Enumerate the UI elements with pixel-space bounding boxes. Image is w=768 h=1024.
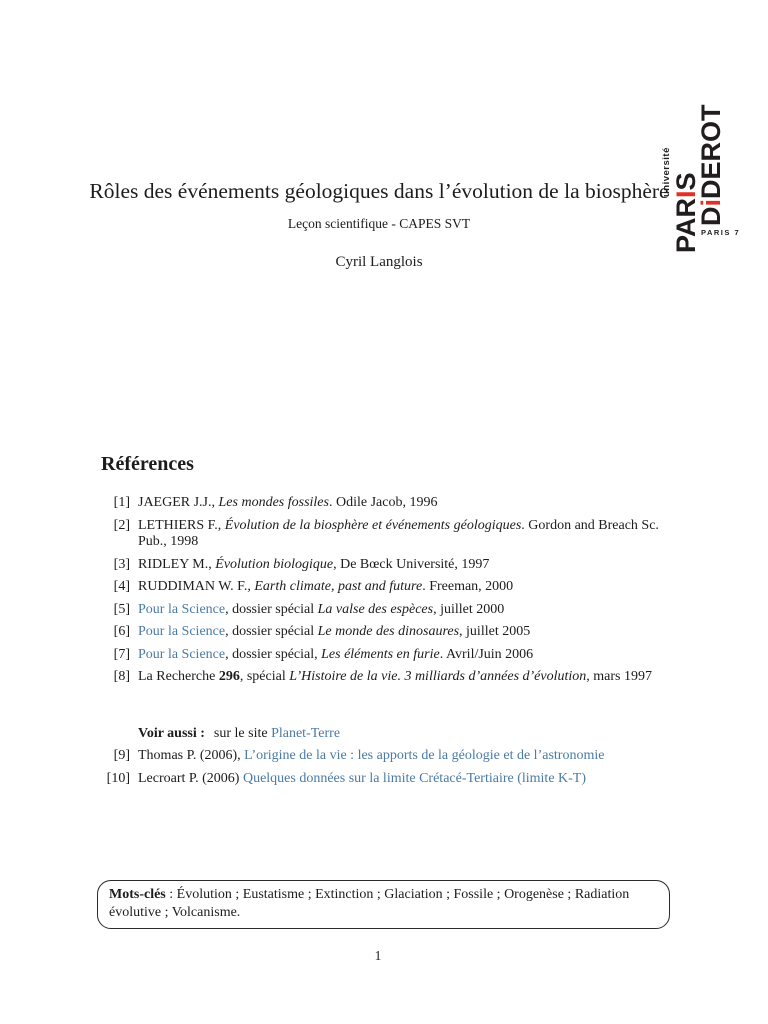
reference-text: 296 — [218, 669, 240, 684]
reference-text: Les éléments en furie — [321, 646, 440, 662]
reference-link[interactable]: Pour la Science — [138, 646, 226, 662]
logo-paris-word — [671, 172, 701, 253]
reference-item — [101, 647, 667, 664]
reference-text: , De Bœck Université, 1997 — [333, 556, 490, 572]
reference-text: La Recherche — [138, 669, 219, 684]
reference-item — [101, 669, 667, 686]
reference-body — [138, 624, 667, 641]
reference-body — [138, 579, 667, 596]
reference-number: [7] — [113, 646, 130, 662]
logo-red-i: I — [671, 190, 701, 198]
keywords-box — [97, 880, 670, 929]
reference-number: [2] — [113, 517, 130, 533]
logo-paris-text-end: S — [671, 172, 701, 191]
page-subtitle: Leçon scientifique - CAPES SVT — [287, 216, 471, 231]
reference-text: Le monde des dinosaures — [317, 624, 460, 639]
reference-text: . Gordon and Breach Sc. Pub., 1998 — [138, 517, 659, 549]
reference-text: , dossier spécial, — [225, 646, 322, 662]
reference-item — [101, 624, 667, 641]
reference-body — [138, 771, 667, 788]
reference-number: [6] — [113, 624, 130, 639]
page-title: Rôles des événements géologiques dans l’évolution de la biosphère — [89, 179, 669, 203]
reference-text: JAEGER J.J., — [138, 495, 219, 510]
reference-body — [138, 557, 667, 574]
reference-text: , dossier spécial — [225, 624, 318, 639]
reference-text: Les mondes fossiles — [218, 495, 329, 510]
keywords-label: Mots-clés — [109, 887, 166, 902]
reference-text: , dossier spécial — [225, 601, 318, 617]
reference-number: [5] — [113, 601, 130, 617]
reference-text: . Odile Jacob, 1996 — [328, 495, 438, 510]
reference-text: Thomas P. (2006), — [138, 748, 245, 763]
reference-body — [138, 748, 667, 765]
author-name: Cyril Langlois — [335, 254, 423, 270]
reference-item — [101, 557, 667, 574]
reference-text: La valse des espèces — [317, 601, 434, 617]
reference-list-web — [101, 748, 667, 793]
reference-body — [138, 669, 667, 686]
reference-text: Earth climate, past and future — [254, 579, 423, 594]
reference-text: . Freeman, 2000 — [422, 579, 514, 594]
logo-diderot-text: D — [696, 206, 726, 226]
reference-number: [8] — [113, 669, 130, 684]
logo-paris-text: PAR — [671, 197, 701, 253]
reference-body — [138, 602, 667, 619]
reference-item — [101, 602, 667, 619]
logo-diderot-word — [696, 104, 726, 226]
reference-number: [9] — [113, 748, 130, 763]
reference-item — [101, 748, 667, 765]
reference-number: [10] — [106, 770, 130, 786]
reference-item — [101, 579, 667, 596]
reference-list-main — [101, 495, 667, 692]
reference-link[interactable]: Pour la Science — [138, 601, 226, 617]
reference-number: [4] — [113, 579, 130, 594]
voir-aussi-label: Voir aussi : — [138, 726, 205, 741]
logo-universite-label: université — [661, 147, 672, 197]
reference-text: , juillet 2005 — [459, 624, 531, 639]
voir-aussi-text: sur le site — [213, 726, 272, 741]
reference-link[interactable]: Pour la Science — [138, 624, 226, 639]
title-block — [89, 176, 669, 271]
reference-item — [101, 771, 667, 788]
reference-text: RUDDIMAN W. F., — [138, 579, 255, 594]
reference-body — [138, 647, 667, 664]
reference-text: RIDLEY M., — [138, 556, 216, 572]
reference-text: L’Histoire de la vie. 3 milliards d’années d’évolution — [289, 669, 587, 684]
reference-body — [138, 518, 667, 551]
reference-text: , mars 1997 — [586, 669, 652, 684]
reference-text: Évolution de la biosphère et événements géologiques — [224, 517, 522, 533]
reference-item — [101, 518, 667, 551]
reference-text: , spécial — [239, 669, 290, 684]
page-number: 1 — [374, 948, 382, 963]
reference-body — [138, 495, 667, 512]
logo-diderot-text-end: DEROT — [696, 104, 726, 199]
voir-aussi-line — [138, 725, 340, 742]
keywords-text: : Évolution ; Eustatisme ; Extinction ; Glaciation ; Fossile ; Orogenèse ; Radiation évolutive ; Volcanisme. — [109, 887, 630, 920]
reference-text: Lecroart P. (2006) — [138, 770, 243, 786]
references-heading: Références — [101, 453, 194, 475]
planet-terre-link[interactable]: Planet-Terre — [271, 726, 341, 741]
reference-text: . Avril/Juin 2006 — [439, 646, 534, 662]
reference-number: [3] — [113, 556, 130, 572]
reference-item — [101, 495, 667, 512]
reference-text: LETHIERS F., — [138, 517, 225, 533]
logo-paris7-label: PARIS 7 — [701, 228, 741, 237]
reference-text: , juillet 2000 — [433, 601, 505, 617]
reference-link[interactable]: Quelques données sur la limite Crétacé-Tertiaire (limite K-T) — [242, 770, 587, 786]
reference-number: [1] — [113, 495, 130, 510]
logo-red-dot-i: i — [696, 198, 726, 207]
reference-text: Évolution biologique — [215, 556, 334, 572]
reference-link[interactable]: L’origine de la vie : les apports de la géologie et de l’astronomie — [244, 748, 605, 763]
